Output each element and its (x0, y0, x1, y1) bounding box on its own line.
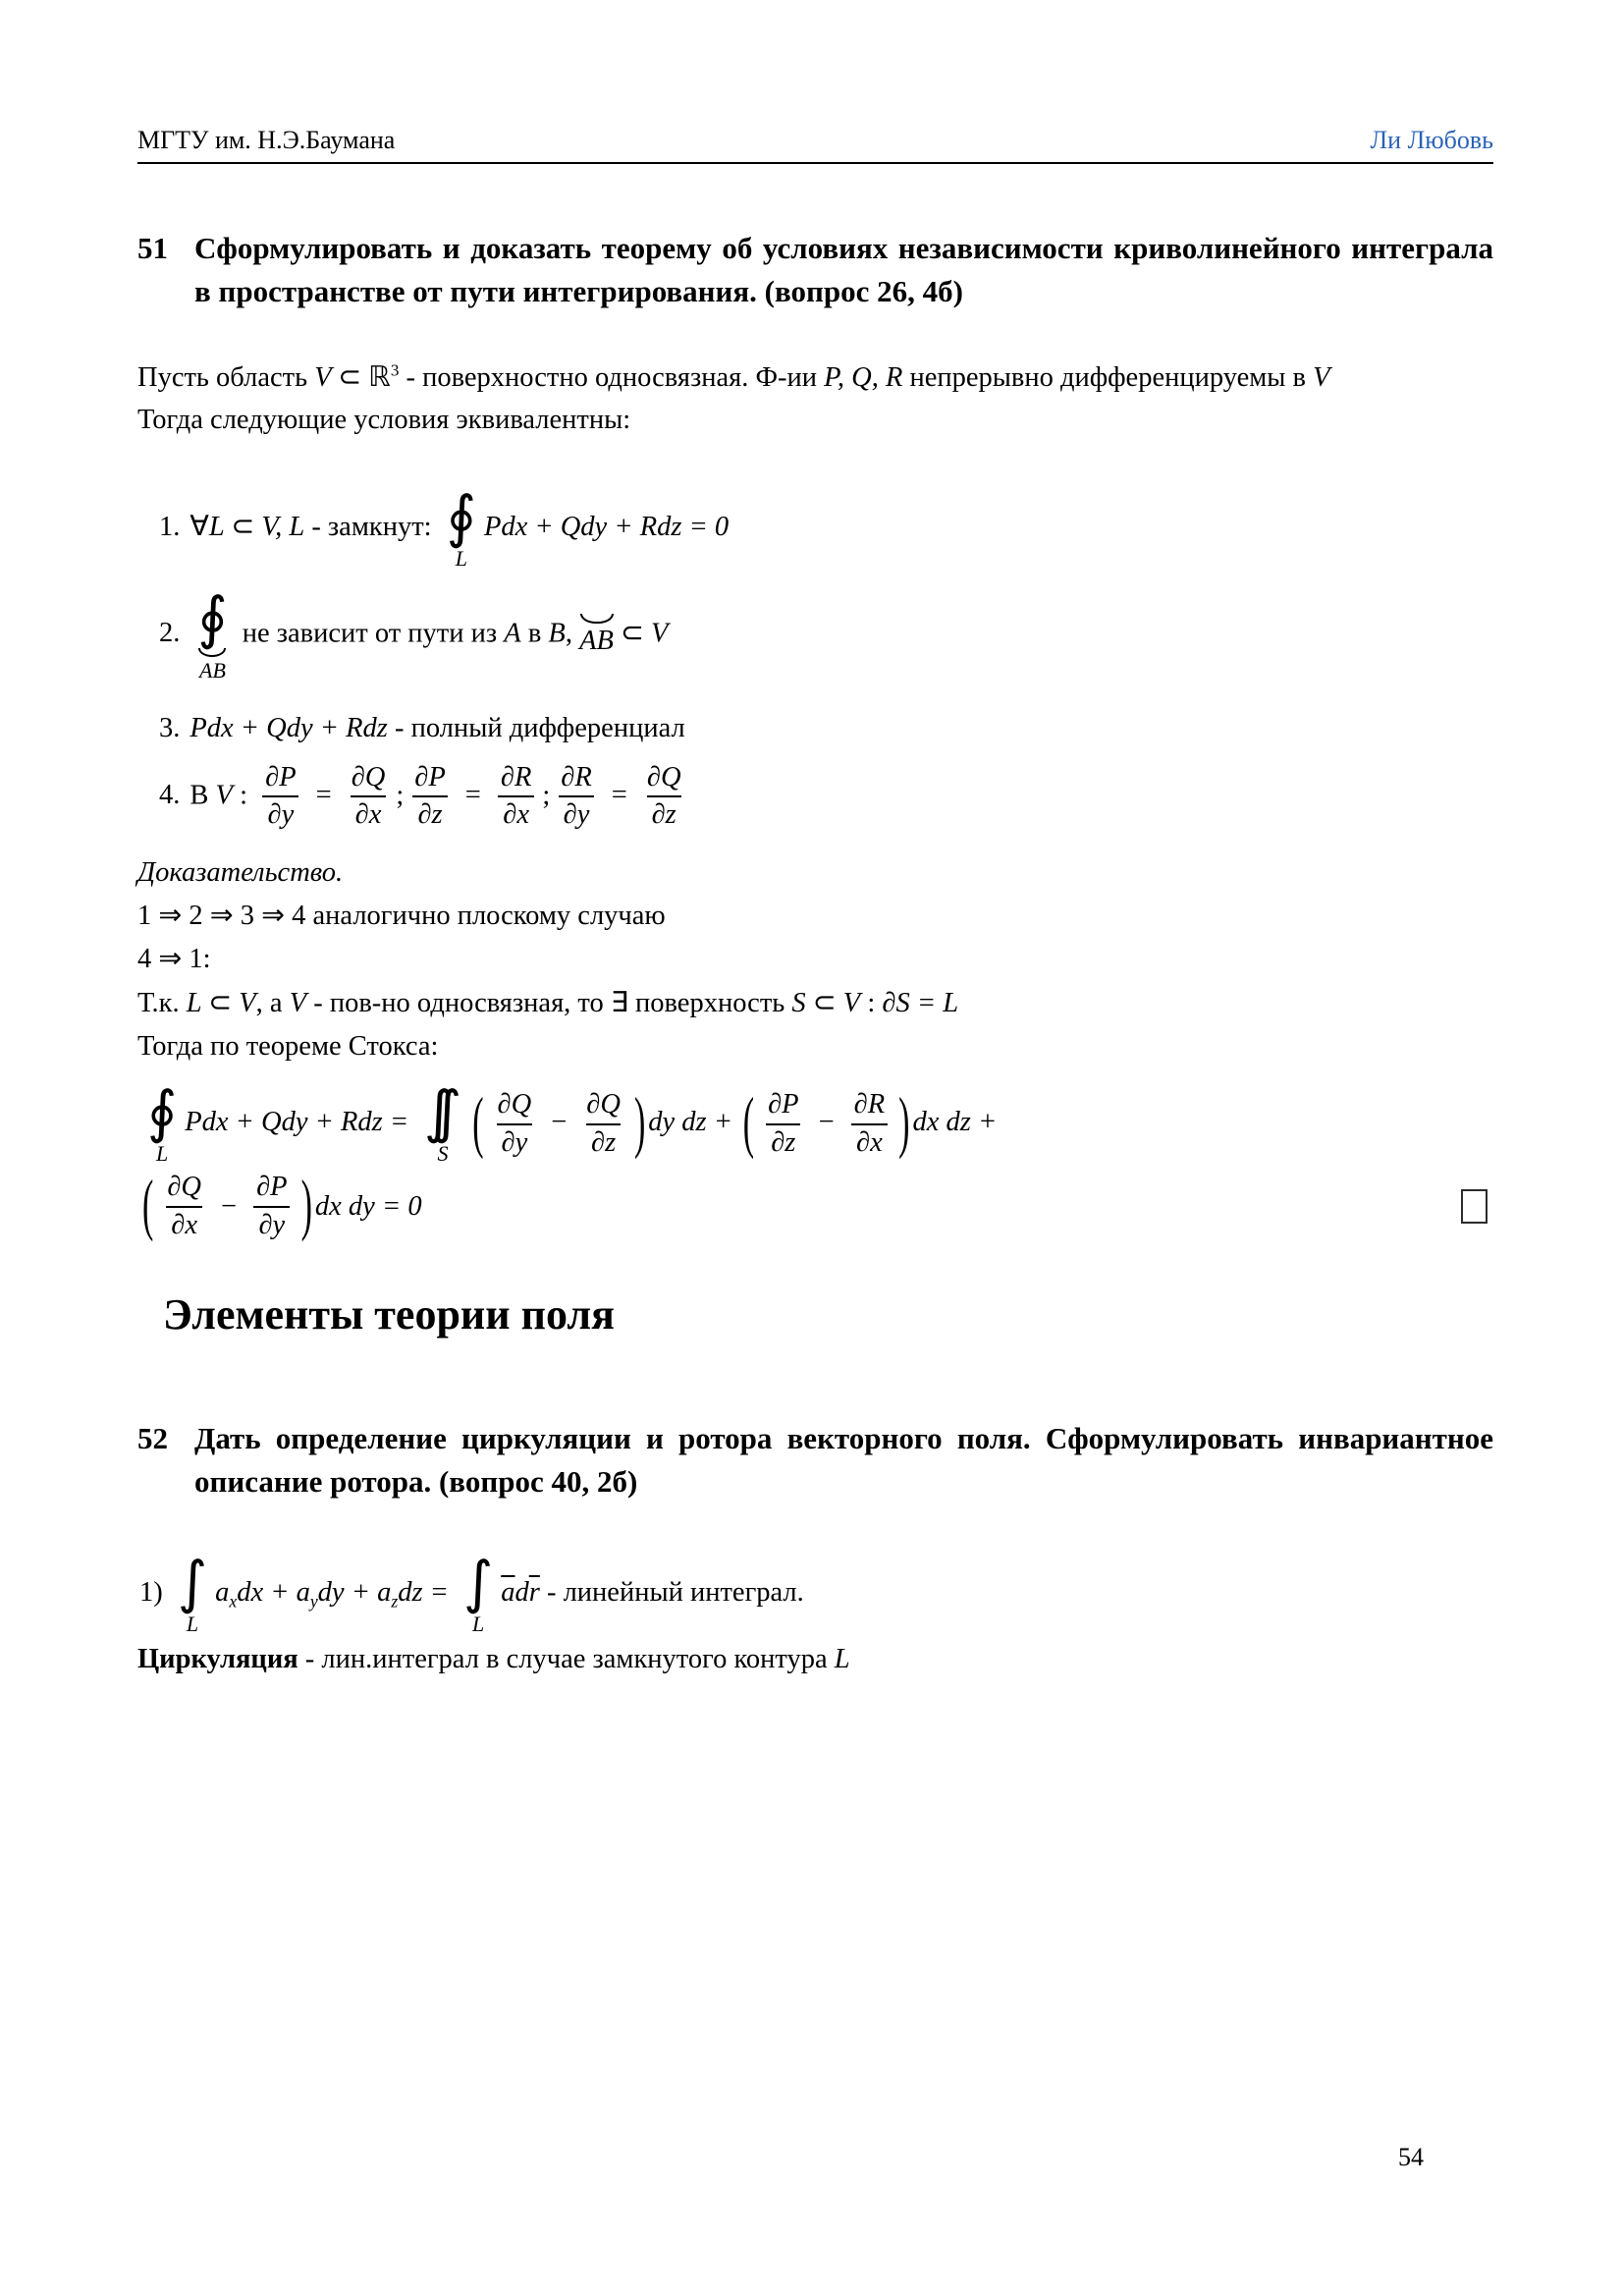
intro-text-3: непрерывно дифференцируемы в (902, 362, 1314, 394)
right-paren: ) (633, 1085, 646, 1161)
section-52-number: 52 (137, 1421, 168, 1456)
intro-text-4: Тогда следующие условия эквивалентны: (137, 405, 631, 436)
intro-text-1: Пусть область (137, 362, 315, 394)
math-boundary-s: ∂S = L (882, 987, 959, 1018)
fraction-dq-dx: $\frac{\partial Q}{\partial x}$ (347, 760, 391, 835)
fraction-dq-dy: $\frac{\partial Q}{\partial y}$ (493, 1087, 537, 1162)
math-var-l: L (834, 1644, 850, 1675)
circulation-term: Циркуляция (137, 1644, 298, 1675)
condition-1-expression: Pdx + Qdy + Rdz = 0 (483, 511, 730, 542)
fraction-dr-dx: $\frac{\partial R}{\partial x}$ (849, 1087, 891, 1162)
author-link[interactable]: Ли Любовь (1370, 126, 1493, 154)
proof-line-3: Т.к. L ⊂ V, а V - пов-но односвязная, то ∃ поверхность S ⊂ V : ∂S = L (137, 987, 959, 1018)
math-vars-pqr: P, Q, R (824, 362, 903, 394)
contour-integral-symbol: ∮ (446, 482, 476, 550)
contour-integral-symbol: ∮ (147, 1077, 178, 1145)
math-var-a: A (504, 618, 521, 649)
intro-text-2: - поверхностно односвязная. Ф-ии (399, 362, 825, 394)
stokes-lhs: Pdx + Qdy + Rdz (185, 1107, 383, 1138)
left-paren: ( (142, 1168, 154, 1243)
math-l-subset-v: L ⊂ V (186, 987, 256, 1018)
fraction-dq-dz: $\frac{\partial Q}{\partial z}$ (642, 760, 686, 835)
math-equals: = (391, 1107, 407, 1138)
condition-4-text-1: В (189, 779, 216, 810)
math-var-v: V (215, 779, 233, 810)
linear-integral-formula (139, 1549, 1493, 1637)
math-s-subset-v: S ⊂ V (791, 987, 861, 1018)
left-paren: ( (472, 1085, 484, 1161)
fraction-dp-dz: $\frac{\partial P}{\partial z}$ (409, 760, 451, 835)
math-arc-ab: AB (579, 626, 614, 657)
page-number: 54 (1398, 2143, 1424, 2171)
section-52-heading (137, 1417, 1493, 1503)
integrand-terms: $a_xdx + a_ydy + a_zdz$ = (215, 1577, 457, 1613)
condition-3 (159, 708, 1493, 750)
circulation-definition (137, 1644, 1493, 1675)
right-paren: ) (300, 1168, 312, 1243)
proof-line-2: 4 ⇒ 1: (137, 944, 211, 975)
proof-line-4: Тогда по теореме Стокса: (137, 1030, 439, 1062)
math-var-v: V (289, 987, 307, 1018)
header-rule (137, 162, 1493, 164)
math-reals-exponent: 3 (390, 360, 400, 380)
differential-dxdz: dx dz (912, 1107, 971, 1138)
left-paren: ( (742, 1085, 755, 1161)
line-integral-l-2 (463, 1549, 494, 1637)
math-semicolon: ; (396, 779, 405, 810)
vector-r-bar: $\overline{r}$ (528, 1577, 540, 1609)
condition-2-number: 2. (159, 618, 181, 649)
intro-paragraph (137, 356, 1493, 442)
header-institution: МГТУ им. Н.Э.Баумана (137, 126, 396, 154)
math-minus: − (551, 1107, 568, 1138)
proof-heading: Доказательство. (137, 857, 344, 889)
integral-lower-limit: L (186, 1612, 199, 1637)
math-plus: + (715, 1107, 731, 1138)
surface-integral-s (423, 1077, 461, 1166)
breve-arc-icon (198, 648, 226, 657)
integral-lower-limit: S (437, 1140, 449, 1166)
arc-ab-inline (579, 614, 614, 656)
contour-integral-ab (197, 583, 228, 683)
math-var-v: V (1313, 362, 1330, 394)
condition-4 (159, 760, 1493, 835)
running-header (137, 0, 1493, 155)
integral-lower-limit: L (155, 1140, 169, 1166)
condition-2 (159, 583, 1493, 683)
math-semicolon: ; (542, 779, 551, 810)
math-var-b: B (548, 618, 566, 649)
conditions-list (137, 482, 1493, 834)
integral-symbol: ∫ (463, 1549, 494, 1616)
math-plus: + (979, 1107, 996, 1138)
condition-3-number: 3. (159, 712, 181, 743)
condition-4-number: 4. (159, 779, 181, 810)
double-integral-symbol: ∫∫ (423, 1077, 441, 1145)
breve-arc-icon (580, 614, 614, 624)
math-minus: − (221, 1190, 238, 1222)
formula-tail-text: - линейный интеграл. (539, 1577, 804, 1609)
math-minus: − (818, 1107, 835, 1138)
fraction-dp-dy: $\frac{\partial P}{\partial y}$ (260, 760, 301, 835)
condition-1-text: - замкнут: (304, 511, 439, 542)
condition-1 (159, 482, 1493, 571)
vector-a-bar: $\overline{a}$ (501, 1577, 515, 1609)
differential-dxdy-equals-zero: dx dy = 0 (314, 1190, 422, 1222)
formula-label: 1) (139, 1577, 170, 1609)
contour-integral-l (446, 482, 476, 571)
stokes-formula-line-2 (139, 1170, 1493, 1244)
integral-lower-limit: AB (199, 657, 226, 683)
proof-line-1: 1 ⇒ 2 ⇒ 3 ⇒ 4 аналогично плоскому случаю (137, 901, 666, 932)
condition-4-text-2: : (232, 779, 255, 810)
condition-2-text-2: в (520, 618, 549, 649)
math-equals: = (611, 779, 627, 810)
integral-symbol: ∫ (177, 1549, 208, 1616)
proof-block (137, 851, 1493, 1068)
math-d: d (514, 1577, 529, 1609)
condition-2-text-3: , (565, 618, 580, 649)
condition-3-text: - полный дифференциал (387, 712, 685, 743)
stokes-formula-line-1 (139, 1077, 1493, 1166)
math-reals-symbol: ℝ (368, 362, 391, 394)
fraction-dq-dz: $\frac{\partial Q}{\partial z}$ (581, 1087, 625, 1162)
condition-1-number: 1. (159, 511, 181, 542)
section-51-number: 51 (137, 231, 168, 265)
section-51-title: Сформулировать и доказать теорему об условиях независимости криволинейного интеграла в пространстве от пути интегрирования. (вопрос 26, 4б) (194, 231, 1493, 309)
fraction-dp-dz: $\frac{\partial P}{\partial z}$ (763, 1087, 804, 1162)
fraction-dp-dy: $\frac{\partial P}{\partial y}$ (251, 1170, 293, 1244)
math-equals: = (464, 779, 481, 810)
math-var-l: L (289, 511, 305, 542)
math-forall-l: ∀L ⊂ V, (189, 511, 283, 542)
section-52-title: Дать определение циркуляции и ротора векторного поля. Сформулировать инвариантное описание ротора. (вопрос 40, 2б) (194, 1421, 1493, 1500)
contour-integral-l (147, 1077, 178, 1166)
integral-lower-limit: L (455, 545, 467, 571)
fraction-dr-dx: $\frac{\partial R}{\partial x}$ (496, 760, 537, 835)
arc-ab-limit (198, 648, 226, 683)
section-51-heading (137, 227, 1493, 313)
circulation-text: - лин.интеграл в случае замкнутого контура (298, 1644, 835, 1675)
condition-2-text-1: не зависит от пути из (235, 618, 505, 649)
math-equals: = (315, 779, 332, 810)
fraction-dr-dy: $\frac{\partial R}{\partial y}$ (556, 760, 597, 835)
line-integral-l (177, 1549, 208, 1637)
qed-box-icon (1461, 1189, 1488, 1224)
right-paren: ) (898, 1085, 910, 1161)
fraction-dq-dx: $\frac{\partial Q}{\partial x}$ (162, 1170, 206, 1244)
chapter-heading: Элементы теории поля (163, 1289, 615, 1339)
math-subset-v: ⊂ V (613, 618, 669, 649)
differential-dydz: dy dz (648, 1107, 707, 1138)
contour-integral-symbol: ∮ (197, 583, 228, 651)
condition-3-expression: Pdx + Qdy + Rdz (189, 712, 388, 743)
math-var-v-subset: V ⊂ (314, 362, 369, 394)
integral-lower-limit: L (472, 1612, 485, 1637)
